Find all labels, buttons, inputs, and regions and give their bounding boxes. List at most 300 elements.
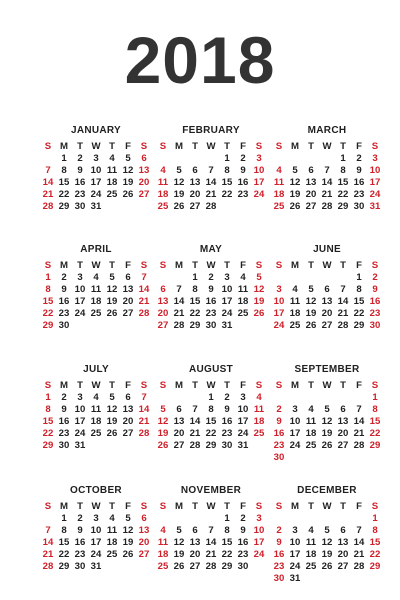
weekday-label: M	[291, 141, 299, 152]
weekday-header-row	[271, 501, 383, 513]
day-cell: 17	[90, 537, 102, 548]
day-cell: 15	[221, 177, 233, 188]
day-cell: 28	[42, 201, 54, 212]
day-cell: 16	[58, 296, 70, 307]
empty-day-cell	[120, 320, 136, 332]
day-cell: 6	[192, 165, 198, 176]
week-row	[155, 392, 267, 404]
day-cell: 6	[160, 284, 166, 295]
day-cell: 29	[205, 440, 217, 451]
day-cell: 5	[176, 525, 182, 536]
empty-day-cell	[271, 272, 287, 284]
day-cell: 17	[253, 537, 265, 548]
empty-day-cell	[104, 201, 120, 213]
week-row	[155, 153, 267, 165]
weekday-label: W	[206, 380, 216, 391]
week-row	[155, 320, 267, 332]
day-cell: 21	[173, 308, 185, 319]
empty-day-cell	[187, 513, 203, 525]
day-cell: 18	[273, 189, 285, 200]
day-cell: 17	[369, 177, 381, 188]
day-cell: 16	[237, 537, 249, 548]
weekday-label: S	[255, 380, 263, 391]
week-row	[271, 392, 383, 404]
weekday-label: T	[340, 260, 346, 271]
weekday-label: T	[192, 141, 198, 152]
month-day-grid	[40, 141, 152, 213]
weekday-label: W	[206, 141, 216, 152]
day-cell: 28	[205, 561, 217, 572]
day-cell: 19	[305, 308, 317, 319]
week-row	[155, 165, 267, 177]
week-row	[155, 201, 267, 213]
day-cell: 13	[122, 284, 134, 295]
empty-day-cell	[203, 513, 219, 525]
weekday-label: F	[240, 141, 246, 152]
day-cell: 24	[289, 440, 301, 451]
empty-day-cell	[203, 153, 219, 165]
weekday-label: F	[240, 260, 246, 271]
day-cell: 3	[224, 272, 230, 283]
weekday-header-row	[155, 501, 267, 513]
weekday-label: M	[291, 501, 299, 512]
day-cell: 14	[42, 537, 54, 548]
day-cell: 30	[205, 320, 217, 331]
weekday-label: F	[125, 141, 131, 152]
weekday-label: F	[356, 380, 362, 391]
day-cell: 31	[369, 201, 381, 212]
month-day-grid	[155, 380, 267, 452]
day-cell: 14	[42, 177, 54, 188]
day-cell: 4	[240, 272, 246, 283]
day-cell: 16	[273, 549, 285, 560]
day-cell: 20	[157, 308, 169, 319]
weekday-label: T	[109, 501, 115, 512]
weekday-label: M	[291, 260, 299, 271]
day-cell: 15	[353, 296, 365, 307]
day-cell: 7	[141, 392, 147, 403]
weekday-label: S	[159, 260, 167, 271]
month-august	[155, 363, 267, 452]
day-cell: 22	[353, 308, 365, 319]
day-cell: 6	[308, 165, 314, 176]
weekday-header-row	[271, 260, 383, 272]
week-row	[271, 549, 383, 561]
day-cell: 7	[176, 284, 182, 295]
empty-day-cell	[155, 153, 171, 165]
month-day-grid	[40, 260, 152, 332]
month-november	[155, 484, 267, 573]
day-cell: 17	[90, 177, 102, 188]
weekday-label: S	[275, 501, 283, 512]
week-row	[271, 201, 383, 213]
day-cell: 28	[205, 201, 217, 212]
month-day-grid	[40, 380, 152, 452]
week-row	[40, 177, 152, 189]
week-row	[40, 201, 152, 213]
day-cell: 14	[205, 177, 217, 188]
day-cell: 25	[157, 561, 169, 572]
empty-day-cell	[367, 573, 383, 585]
empty-day-cell	[136, 440, 152, 452]
day-cell: 15	[221, 537, 233, 548]
day-cell: 24	[253, 189, 265, 200]
weekday-label: S	[371, 141, 379, 152]
day-cell: 21	[42, 189, 54, 200]
day-cell: 26	[122, 189, 134, 200]
week-row	[271, 573, 383, 585]
month-january	[40, 124, 152, 213]
month-title: NOVEMBER	[180, 485, 242, 496]
day-cell: 10	[221, 284, 233, 295]
day-cell: 18	[90, 296, 102, 307]
week-row	[271, 428, 383, 440]
day-cell: 28	[189, 440, 201, 451]
weekday-label: S	[255, 501, 263, 512]
weekday-label: W	[322, 141, 332, 152]
month-title: JUNE	[313, 244, 341, 255]
day-cell: 28	[138, 308, 150, 319]
week-row	[40, 320, 152, 332]
month-june	[271, 243, 383, 332]
week-row	[40, 537, 152, 549]
day-cell: 23	[237, 549, 249, 560]
day-cell: 11	[273, 177, 285, 188]
day-cell: 9	[276, 537, 282, 548]
day-cell: 28	[353, 561, 365, 572]
day-cell: 24	[237, 428, 249, 439]
weekday-label: S	[275, 380, 283, 391]
day-cell: 30	[369, 320, 381, 331]
day-cell: 4	[292, 284, 298, 295]
weekday-label: S	[159, 501, 167, 512]
day-cell: 31	[237, 440, 249, 451]
day-cell: 14	[321, 177, 333, 188]
day-cell: 27	[321, 320, 333, 331]
week-row	[271, 416, 383, 428]
weekday-label: S	[371, 380, 379, 391]
day-cell: 1	[61, 513, 67, 524]
day-cell: 17	[289, 549, 301, 560]
week-row	[155, 284, 267, 296]
day-cell: 1	[45, 392, 51, 403]
empty-day-cell	[351, 513, 367, 525]
day-cell: 29	[221, 561, 233, 572]
weekday-label: W	[91, 260, 101, 271]
empty-day-cell	[40, 153, 56, 165]
weekday-label: S	[140, 141, 148, 152]
empty-day-cell	[136, 320, 152, 332]
day-cell: 4	[109, 513, 115, 524]
day-cell: 16	[205, 296, 217, 307]
day-cell: 23	[58, 428, 70, 439]
day-cell: 3	[93, 513, 99, 524]
day-cell: 24	[90, 189, 102, 200]
empty-day-cell	[251, 440, 267, 452]
weekday-label: T	[340, 141, 346, 152]
empty-day-cell	[187, 392, 203, 404]
day-cell: 29	[42, 320, 54, 331]
empty-day-cell	[303, 452, 319, 464]
day-cell: 10	[253, 525, 265, 536]
month-title: FEBRUARY	[182, 125, 240, 136]
week-row	[271, 404, 383, 416]
week-row	[155, 416, 267, 428]
empty-day-cell	[171, 153, 187, 165]
day-cell: 21	[353, 549, 365, 560]
week-row	[271, 525, 383, 537]
weekday-label: T	[109, 141, 115, 152]
day-cell: 10	[90, 165, 102, 176]
empty-day-cell	[303, 272, 319, 284]
day-cell: 9	[356, 165, 362, 176]
day-cell: 21	[138, 416, 150, 427]
empty-day-cell	[319, 513, 335, 525]
day-cell: 29	[58, 201, 70, 212]
day-cell: 11	[106, 525, 118, 536]
weekday-label: F	[125, 260, 131, 271]
week-row	[155, 549, 267, 561]
day-cell: 9	[61, 404, 67, 415]
day-cell: 1	[340, 153, 346, 164]
day-cell: 30	[58, 440, 70, 451]
empty-day-cell	[187, 153, 203, 165]
day-cell: 5	[125, 513, 131, 524]
day-cell: 9	[276, 416, 282, 427]
day-cell: 28	[337, 320, 349, 331]
day-cell: 8	[356, 284, 362, 295]
day-cell: 14	[138, 284, 150, 295]
empty-day-cell	[335, 452, 351, 464]
weekday-header-row	[155, 380, 267, 392]
week-row	[155, 308, 267, 320]
weekday-label: M	[175, 380, 183, 391]
weekday-label: M	[175, 260, 183, 271]
day-cell: 5	[176, 165, 182, 176]
day-cell: 5	[324, 525, 330, 536]
empty-day-cell	[155, 392, 171, 404]
day-cell: 20	[337, 549, 349, 560]
weekday-label: S	[159, 141, 167, 152]
weekday-label: W	[322, 260, 332, 271]
month-december	[271, 484, 383, 585]
day-cell: 28	[353, 440, 365, 451]
week-row	[271, 284, 383, 296]
weekday-header-row	[40, 141, 152, 153]
empty-day-cell	[367, 452, 383, 464]
day-cell: 16	[58, 416, 70, 427]
month-title: JULY	[83, 364, 109, 375]
day-cell: 19	[157, 428, 169, 439]
weekday-label: M	[60, 380, 68, 391]
week-row	[40, 284, 152, 296]
month-day-grid	[271, 141, 383, 213]
day-cell: 23	[353, 189, 365, 200]
weekday-label: F	[356, 501, 362, 512]
day-cell: 30	[58, 320, 70, 331]
weekday-label: T	[308, 260, 314, 271]
day-cell: 14	[173, 296, 185, 307]
day-cell: 19	[173, 189, 185, 200]
day-cell: 20	[189, 549, 201, 560]
day-cell: 27	[189, 201, 201, 212]
day-cell: 2	[61, 392, 67, 403]
day-cell: 30	[273, 573, 285, 584]
day-cell: 11	[90, 404, 102, 415]
day-cell: 6	[340, 404, 346, 415]
day-cell: 2	[240, 513, 246, 524]
weekday-header-row	[271, 141, 383, 153]
day-cell: 29	[353, 320, 365, 331]
day-cell: 25	[273, 201, 285, 212]
day-cell: 8	[61, 525, 67, 536]
day-cell: 7	[324, 165, 330, 176]
day-cell: 11	[305, 537, 317, 548]
weekday-label: S	[44, 380, 52, 391]
day-cell: 17	[289, 428, 301, 439]
day-cell: 20	[138, 177, 150, 188]
empty-day-cell	[251, 201, 267, 213]
day-cell: 26	[106, 308, 118, 319]
day-cell: 15	[189, 296, 201, 307]
day-cell: 29	[42, 440, 54, 451]
day-cell: 30	[237, 561, 249, 572]
month-day-grid	[271, 260, 383, 332]
weekday-label: T	[109, 260, 115, 271]
week-row	[155, 404, 267, 416]
day-cell: 11	[157, 177, 169, 188]
day-cell: 2	[61, 272, 67, 283]
empty-day-cell	[319, 573, 335, 585]
day-cell: 7	[45, 525, 51, 536]
day-cell: 19	[321, 428, 333, 439]
day-cell: 23	[205, 308, 217, 319]
empty-day-cell	[319, 153, 335, 165]
day-cell: 6	[125, 272, 131, 283]
day-cell: 14	[353, 416, 365, 427]
empty-day-cell	[319, 452, 335, 464]
day-cell: 6	[340, 525, 346, 536]
day-cell: 28	[42, 561, 54, 572]
day-cell: 13	[189, 177, 201, 188]
empty-day-cell	[251, 561, 267, 573]
day-cell: 4	[276, 165, 282, 176]
week-row	[40, 428, 152, 440]
day-cell: 5	[292, 165, 298, 176]
day-cell: 25	[237, 308, 249, 319]
week-row	[40, 165, 152, 177]
day-cell: 18	[157, 189, 169, 200]
day-cell: 18	[253, 416, 265, 427]
day-cell: 9	[208, 284, 214, 295]
day-cell: 10	[74, 404, 86, 415]
day-cell: 13	[138, 525, 150, 536]
week-row	[271, 165, 383, 177]
day-cell: 12	[321, 416, 333, 427]
weekday-label: S	[275, 141, 283, 152]
empty-day-cell	[271, 153, 287, 165]
day-cell: 25	[106, 549, 118, 560]
weekday-label: W	[206, 501, 216, 512]
day-cell: 23	[273, 561, 285, 572]
day-cell: 12	[173, 537, 185, 548]
day-cell: 25	[289, 320, 301, 331]
day-cell: 8	[372, 404, 378, 415]
day-cell: 19	[106, 416, 118, 427]
week-row	[40, 561, 152, 573]
day-cell: 6	[125, 392, 131, 403]
day-cell: 13	[321, 296, 333, 307]
empty-day-cell	[351, 392, 367, 404]
day-cell: 30	[74, 201, 86, 212]
week-row	[155, 177, 267, 189]
weekday-label: T	[192, 260, 198, 271]
day-cell: 24	[74, 308, 86, 319]
day-cell: 27	[138, 549, 150, 560]
weekday-label: W	[206, 260, 216, 271]
empty-day-cell	[271, 513, 287, 525]
day-cell: 2	[77, 153, 83, 164]
day-cell: 18	[305, 549, 317, 560]
week-row	[271, 452, 383, 464]
month-title: OCTOBER	[70, 485, 122, 496]
empty-day-cell	[235, 320, 251, 332]
day-cell: 4	[160, 525, 166, 536]
weekday-label: F	[356, 260, 362, 271]
day-cell: 20	[189, 189, 201, 200]
day-cell: 5	[109, 272, 115, 283]
day-cell: 22	[58, 549, 70, 560]
day-cell: 15	[58, 177, 70, 188]
day-cell: 25	[305, 561, 317, 572]
weekday-label: M	[175, 501, 183, 512]
weekday-label: W	[322, 501, 332, 512]
weekday-label: M	[60, 141, 68, 152]
day-cell: 17	[237, 416, 249, 427]
day-cell: 19	[173, 549, 185, 560]
day-cell: 22	[337, 189, 349, 200]
day-cell: 21	[321, 189, 333, 200]
day-cell: 17	[221, 296, 233, 307]
day-cell: 16	[74, 537, 86, 548]
day-cell: 13	[138, 165, 150, 176]
day-cell: 11	[305, 416, 317, 427]
day-cell: 13	[122, 404, 134, 415]
day-cell: 21	[205, 189, 217, 200]
month-day-grid	[155, 260, 267, 332]
day-cell: 25	[90, 308, 102, 319]
day-cell: 2	[276, 525, 282, 536]
empty-day-cell	[235, 201, 251, 213]
weekday-header-row	[40, 501, 152, 513]
day-cell: 3	[292, 525, 298, 536]
day-cell: 16	[273, 428, 285, 439]
empty-day-cell	[303, 392, 319, 404]
day-cell: 9	[372, 284, 378, 295]
day-cell: 21	[138, 296, 150, 307]
day-cell: 12	[173, 177, 185, 188]
month-title: APRIL	[80, 244, 112, 255]
week-row	[271, 537, 383, 549]
day-cell: 19	[122, 537, 134, 548]
day-cell: 14	[353, 537, 365, 548]
empty-day-cell	[88, 440, 104, 452]
week-row	[271, 272, 383, 284]
day-cell: 25	[305, 440, 317, 451]
day-cell: 1	[192, 272, 198, 283]
weekday-label: S	[140, 501, 148, 512]
day-cell: 15	[42, 296, 54, 307]
